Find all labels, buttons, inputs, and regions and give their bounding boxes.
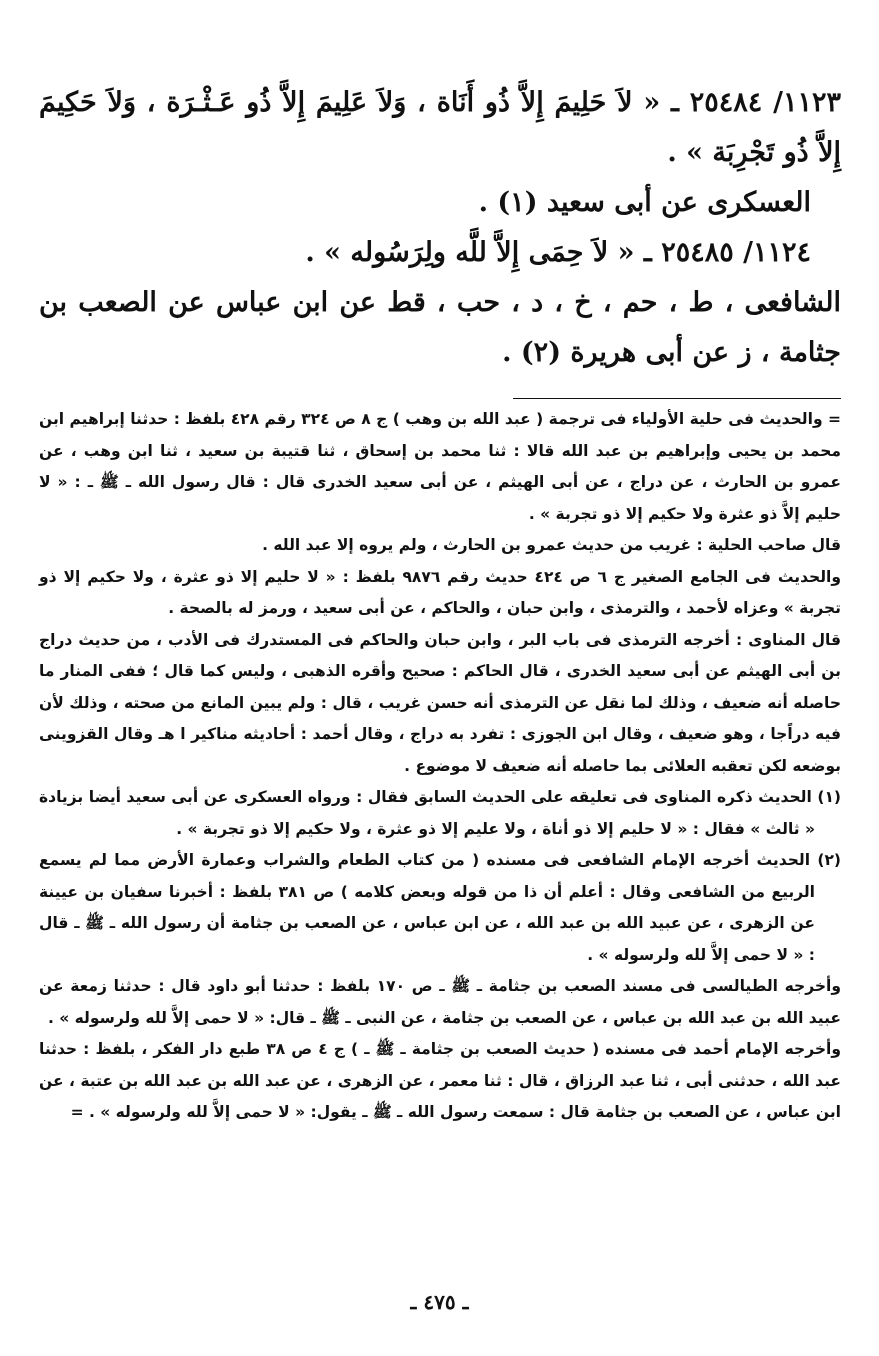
source-1124: الشافعى ، ط ، حم ، خ ، د ، حب ، قط عن ابن عباس عن الصعب بن جثامة ، ز عن أبى هريرة (٢) .: [39, 287, 841, 368]
footnote-1: (١) الحديث ذكره المناوى فى تعليقه على الحديث السابق فقال : ورواه العسكرى عن أبى سعيد أيضا بزيادة « ثالث » فقال : « لا حليم إلا ذو أناة ، ولا عليم إلا ذو عثرة ، ولا حكيم إلا ذو تجربة » .: [39, 788, 841, 838]
footnote-continuation-hilya: = والحديث فى حلية الأولياء فى ترجمة ( عبد الله بن وهب ) ج ٨ ص ٣٢٤ رقم ٤٢٨ بلفظ : حدثنا إبراهيم ابن محمد بن يحيى وإبراهيم بن عبد الله قالا : ثنا محمد بن إسحاق ، ثنا قتيبة بن سعيد ، ثنا ابن وهب ، عن عمرو بن الحارث ، عن دراج ، عن أبى الهيثم ، عن أبى سعيد الخدرى قال : قال رسول الله ـ ﷺ ـ : « لا حليم إلاَّ ذو عثرة ولا حكيم إلا ذو تجربة » .: [39, 410, 841, 523]
footnote-jami-saghir: والحديث فى الجامع الصغير ج ٦ ص ٤٢٤ حديث رقم ٩٨٧٦ بلفظ : « لا حليم إلا ذو عثرة ، ولا حكيم إلا ذو تجربة » وعزاه لأحمد ، والترمذى ، وابن حبان ، والحاكم ، عن أبى سعيد ، ورمز له بالصحة .: [39, 567, 841, 617]
footnote-ahmad: وأخرجه الإمام أحمد فى مسنده ( حديث الصعب بن جثامة ـ ﷺ ـ ) ج ٤ ص ٣٨ طبع دار الفكر ، بلفظ : حدثنا عبد الله ، حدثنى أبى ، ثنا عبد الرزاق ، قال : ثنا معمر ، عن الزهرى ، عن عبد الله بن عبد الله بن عتبة ، عن ابن عباس ، عن الصعب بن جثامة قال : سمعت رسول الله ـ ﷺ ـ يقول: « لا حمى إلاَّ لله ولرسوله » . =: [39, 1040, 841, 1121]
main-text: [39, 78, 841, 378]
footnote-tayalisi: وأخرجه الطيالسى فى مسند الصعب بن جثامة ـ ﷺ ـ ص ١٧٠ بلفظ : حدثنا أبو داود قال : حدثنا زمعة عن عبيد الله بن عبد الله بن عباس ، عن الصعب بن جثامة ، عن النبى ـ ﷺ ـ قال: « لا حمى إلاَّ لله ولرسوله » .: [39, 977, 841, 1027]
footnote-munawi: قال المناوى : أخرجه الترمذى فى باب البر ، وابن حبان والحاكم فى المستدرك فى الأدب ، من حديث دراج بن أبى الهيثم عن أبى سعيد الخدرى ، قال الحاكم : صحيح وأقره الذهبى ، وليس كما قال ؛ ففى المنار ما حاصله أنه ضعيف ، وذلك لما نقل عن الترمذى أنه حسن غريب ، قال : ولم يبين المانع من صحته ، وذلك لأن فيه دراًجا ، وهو ضعيف ، وقال ابن الجوزى : تفرد به دراج ، وقال أحمد : أحاديثه مناكير ا هـ وقال القزوينى بوضعه لكن تعقبه العلائى بما حاصله أنه ضعيف لا موضوع .: [39, 630, 841, 775]
page-number: ـ ٤٧٥ ـ: [410, 1290, 469, 1314]
footnotes: [39, 404, 841, 1129]
source-1123: العسكرى عن أبى سعيد (١) .: [478, 187, 811, 218]
footnote-hilya-remark: قال صاحب الحلية : غريب من حديث عمرو بن الحارث ، ولم يروه إلا عبد الله .: [262, 536, 841, 554]
footnote-2: (٢) الحديث أخرجه الإمام الشافعى فى مسنده ( من كتاب الطعام والشراب وعمارة الأرض مما لم يسمع الربيع من الشافعى وقال : أعلم أن ذا من قوله وبعض كلامه ) ص ٣٨١ بلفظ : أخبرنا سفيان بن عيينة عن الزهرى ، عن عبيد الله بن عبد الله ، عن ابن عباس ، عن الصعب بن جثامة أن رسول الله ـ ﷺ ـ قال : « لا حمى إلاَّ لله ولرسوله » .: [39, 851, 841, 964]
hadith-1123: ١١٢٣/ ٢٥٤٨٤ ـ « لاَ حَلِيمَ إِلاَّ ذُو أَنَاة ، وَلاَ عَلِيمَ إِلاَّ ذُو عَـثْـرَة ، وَلاَ حَكِيمَ إِلاَّ ذُو تَجْرِبَة » .: [39, 87, 842, 168]
footnote-separator: [513, 398, 841, 399]
hadith-1124: ١١٢٤/ ٢٥٤٨٥ ـ « لاَ حِمَى إِلاَّ للَّه ولِرَسُوله » .: [305, 237, 811, 268]
